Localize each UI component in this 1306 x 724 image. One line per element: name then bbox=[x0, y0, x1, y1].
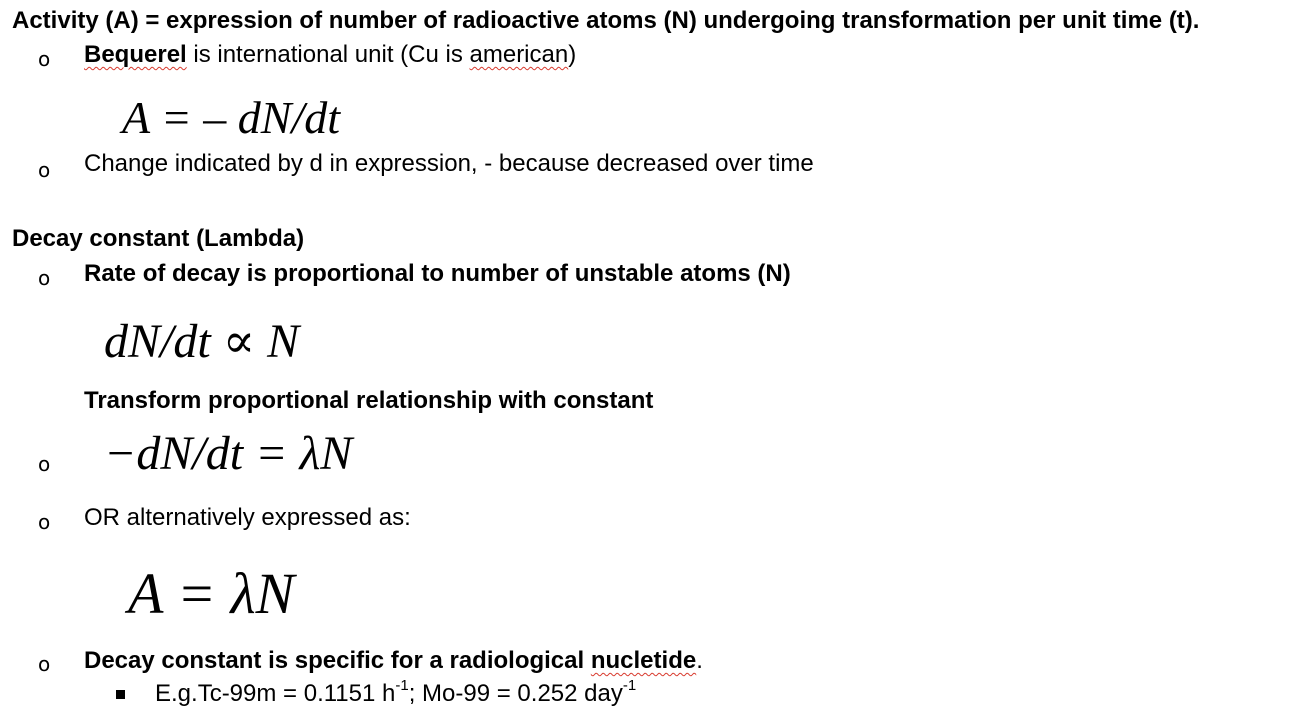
proportional-equation: dN/dt ∝ N bbox=[104, 315, 300, 368]
specific-prefix: Decay constant is specific for a radiological bbox=[84, 647, 591, 674]
bullet-hollow: o bbox=[38, 452, 51, 476]
rate-text: Rate of decay is proportional to number of unstable atoms (N) bbox=[84, 260, 791, 287]
alt-equation: A = λN bbox=[128, 561, 295, 626]
bullet-square bbox=[116, 690, 125, 699]
example-middle: ; Mo-99 = 0.252 day bbox=[408, 680, 623, 707]
example-exponent-2: -1 bbox=[622, 677, 637, 694]
american-word: american bbox=[469, 41, 569, 68]
bequerel-unit-line bbox=[84, 41, 576, 69]
bullet-hollow: o bbox=[38, 266, 51, 290]
decay-heading: Decay constant (Lambda) bbox=[12, 225, 305, 252]
alt-text: OR alternatively expressed as: bbox=[84, 504, 411, 531]
transform-text: Transform proportional relationship with constant bbox=[84, 387, 654, 414]
bequerel-word: Bequerel bbox=[84, 41, 187, 68]
constant-equation: −dN/dt = λN bbox=[104, 427, 353, 480]
bullet-hollow: o bbox=[38, 652, 51, 676]
bullet-hollow: o bbox=[38, 510, 51, 534]
unit-middle-text: is international unit (Cu is bbox=[186, 41, 470, 68]
example-exponent-1: -1 bbox=[395, 677, 409, 694]
example-prefix: E.g.Tc-99m = 0.1151 h bbox=[155, 680, 396, 707]
activity-equation: A = – dN/dt bbox=[122, 92, 341, 143]
bullet-hollow: o bbox=[38, 158, 51, 182]
example-line bbox=[155, 677, 637, 708]
change-note: Change indicated by d in expression, - because decreased over time bbox=[84, 150, 814, 177]
specific-line bbox=[84, 647, 703, 675]
activity-heading: Activity (A) = expression of number of radioactive atoms (N) undergoing transformation per unit time (t). bbox=[12, 7, 1200, 34]
nucletide-word: nucletide bbox=[590, 647, 697, 674]
bullet-hollow: o bbox=[38, 47, 51, 71]
specific-suffix: . bbox=[696, 647, 703, 674]
unit-close-text: ) bbox=[568, 41, 577, 68]
